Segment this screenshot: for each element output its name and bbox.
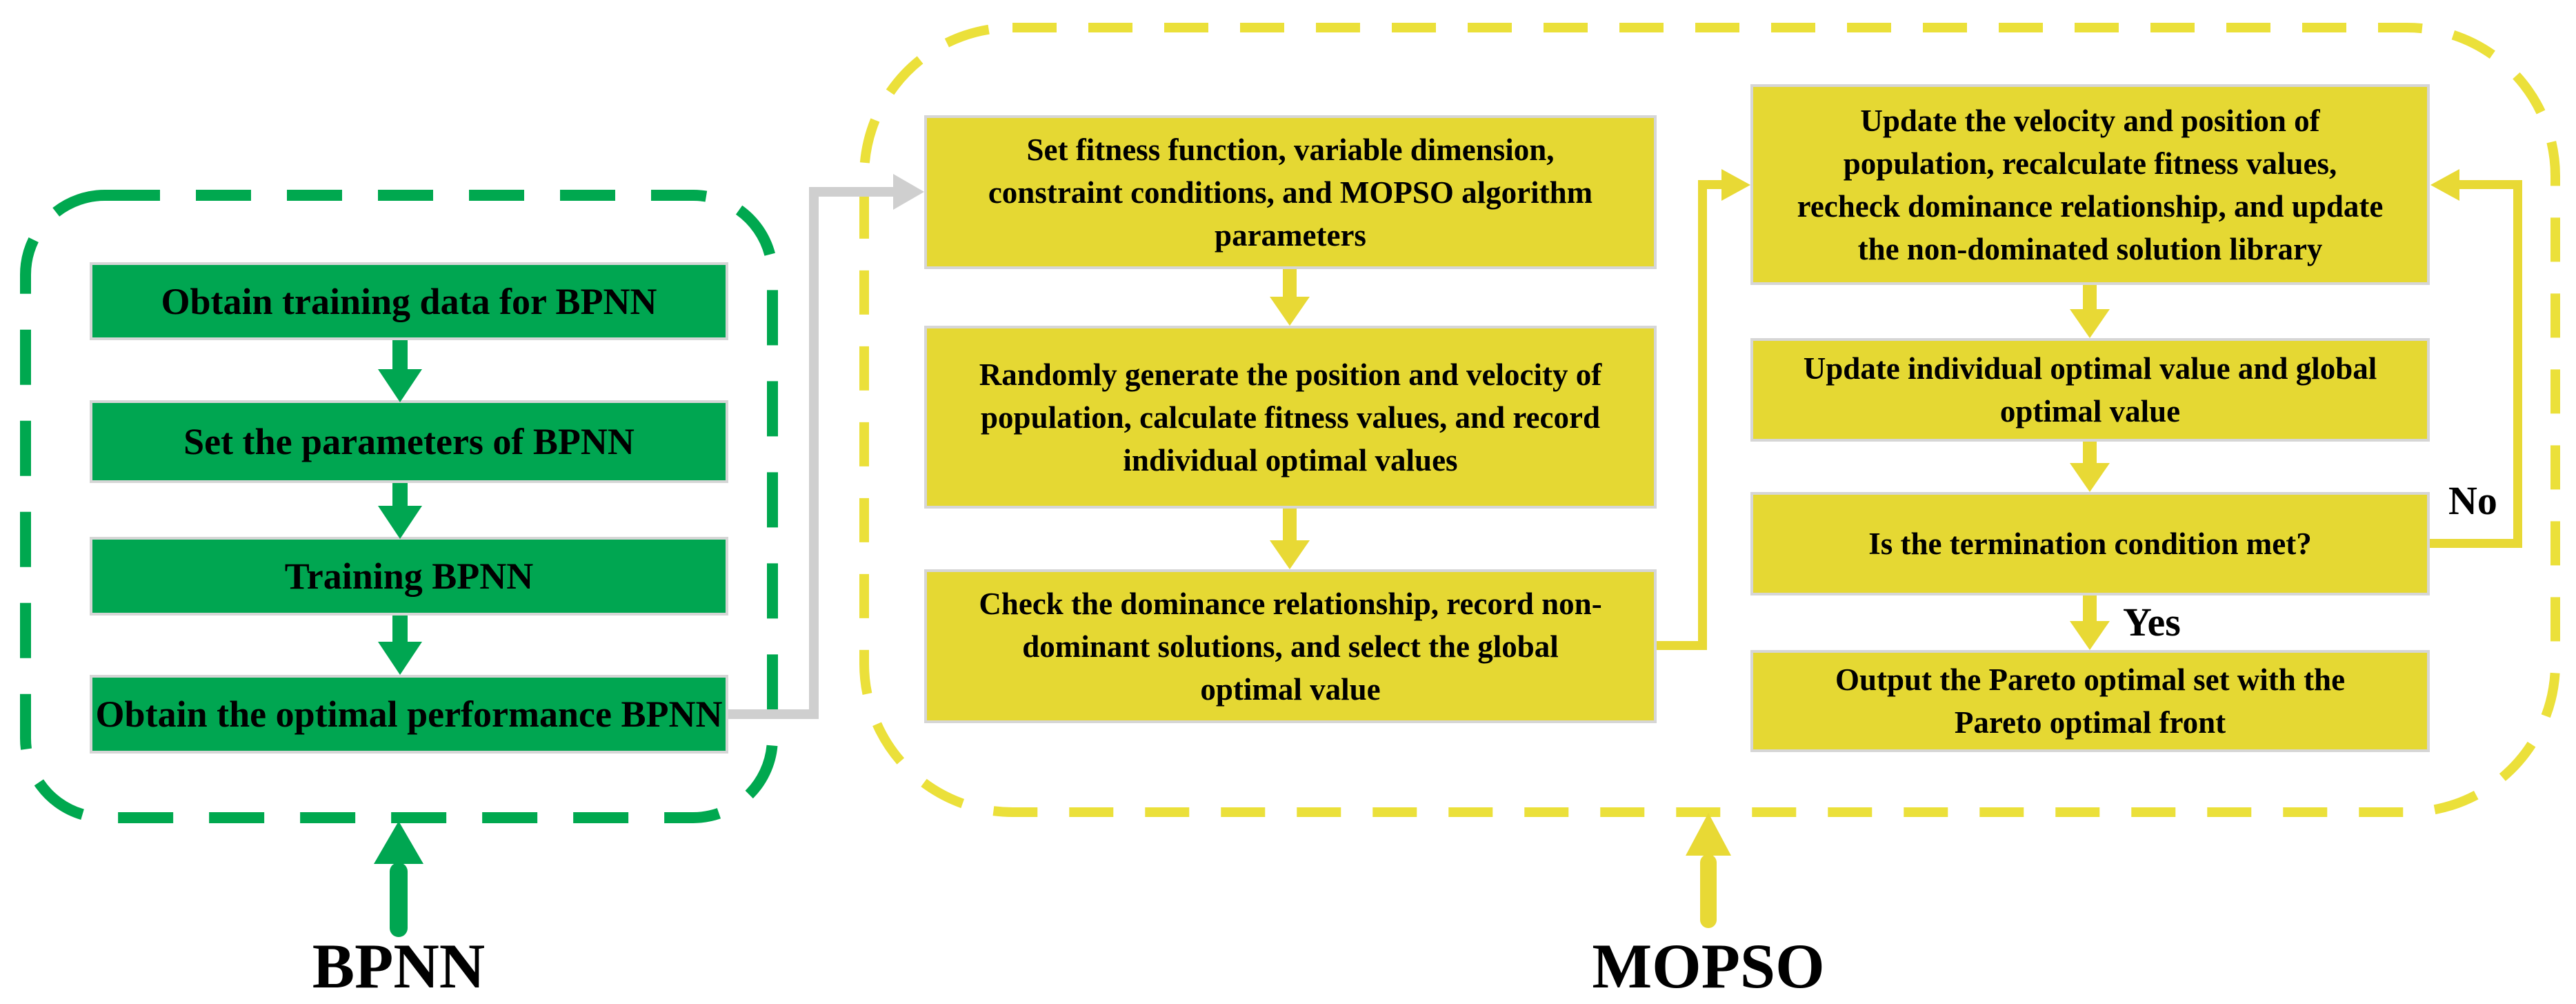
mopso-box-randomly-generate: Randomly generate the position and velocity of population, calculate fitness values, and record individual optimal values (924, 326, 1657, 509)
arrow-shaft (392, 340, 408, 369)
arrow-shaft (390, 863, 408, 937)
arrow-down-icon (1270, 540, 1310, 569)
branch-label-no: No (2448, 478, 2497, 523)
arrow-shaft (2083, 442, 2097, 463)
mopso-box-check-dominance: Check the dominance relationship, record non-dominant solutions, and select the global optimal value (924, 569, 1657, 723)
mopso-box-termination-condition: Is the termination condition met? (1750, 492, 2430, 595)
arrow-up-icon (1686, 813, 1731, 856)
bpnn-box-training: Training BPNN (90, 537, 728, 616)
connector-segment (2430, 539, 2522, 548)
arrow-down-icon (378, 642, 422, 675)
connector-segment (728, 709, 819, 719)
arrow-shaft (392, 483, 408, 506)
connector-segment (809, 187, 819, 719)
arrow-down-icon (378, 506, 422, 539)
mopso-panel-label: MOPSO (1592, 931, 1825, 1001)
arrow-shaft (1283, 509, 1297, 540)
branch-label-yes: Yes (2123, 600, 2181, 644)
connector-segment (1698, 180, 1723, 189)
arrow-shaft (392, 616, 408, 642)
bpnn-box-obtain-optimal: Obtain the optimal performance BPNN (90, 675, 728, 754)
arrow-down-icon (2070, 463, 2110, 492)
connector-segment (819, 187, 893, 197)
arrow-down-icon (2070, 621, 2110, 650)
arrow-shaft (1283, 269, 1297, 297)
arrow-shaft (1700, 854, 1717, 928)
mopso-box-set-fitness: Set fitness function, variable dimension, constraint conditions, and MOPSO algorithm parameters (924, 115, 1657, 269)
arrow-down-icon (1270, 297, 1310, 326)
arrow-down-icon (2070, 309, 2110, 338)
arrow-right-icon (893, 174, 924, 210)
arrow-shaft (2083, 595, 2097, 621)
bpnn-box-obtain-training-data: Obtain training data for BPNN (90, 262, 728, 340)
arrow-down-icon (378, 369, 422, 402)
bpnn-panel-label: BPNN (312, 931, 486, 1001)
connector-segment (2513, 181, 2522, 544)
mopso-box-output-pareto: Output the Pareto optimal set with the Pareto optimal front (1750, 650, 2430, 752)
arrow-left-icon (2430, 169, 2459, 201)
arrow-up-icon (374, 821, 423, 864)
mopso-box-update-individual: Update individual optimal value and global optimal value (1750, 338, 2430, 442)
arrow-shaft (2083, 285, 2097, 309)
connector-segment (2459, 180, 2522, 189)
mopso-box-update-velocity: Update the velocity and position of population, recalculate fitness values, recheck dominance relationship, and update the non-dominated solution library (1750, 84, 2430, 285)
connector-segment (1698, 181, 1707, 650)
arrow-right-icon (1721, 169, 1750, 201)
bpnn-box-set-parameters: Set the parameters of BPNN (90, 400, 728, 483)
